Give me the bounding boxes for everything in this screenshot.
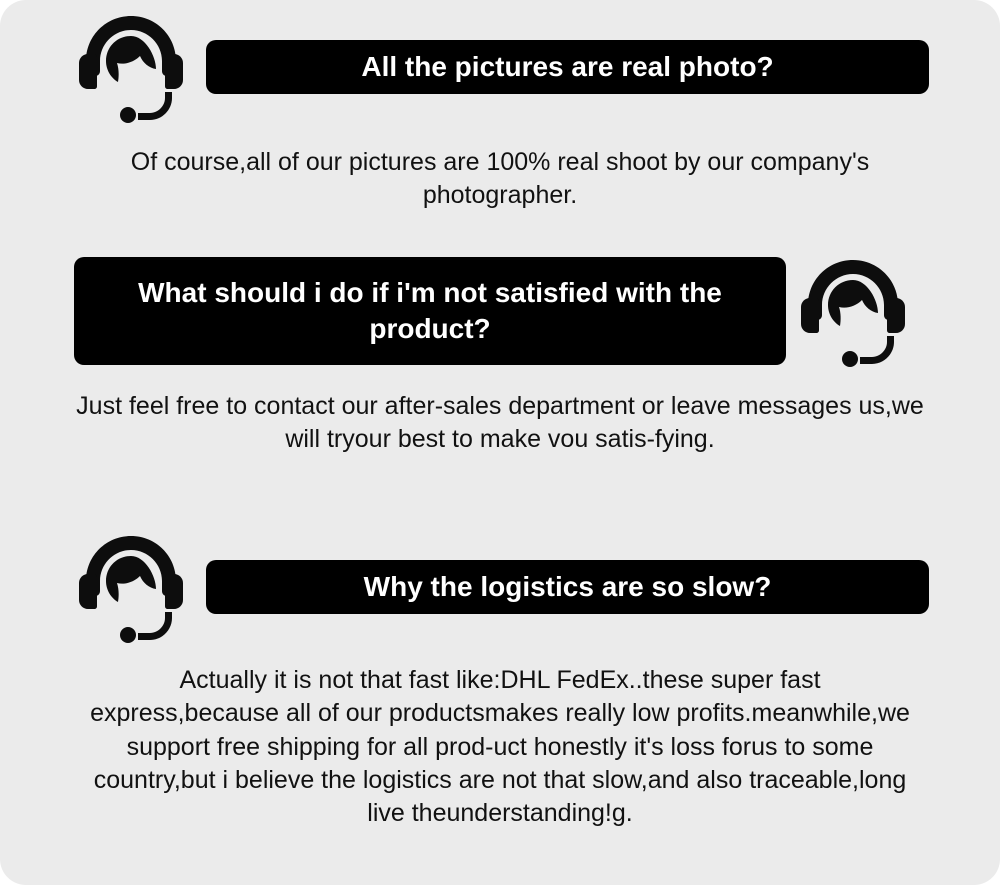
headset-agent-icon xyxy=(794,252,912,370)
faq-question-1: All the pictures are real photo? xyxy=(206,40,929,94)
headset-agent-icon xyxy=(72,8,190,126)
headset-agent-icon xyxy=(72,528,190,646)
faq-item-2 xyxy=(0,252,1000,457)
faq-question-row-2 xyxy=(0,252,1000,370)
faq-item-3 xyxy=(0,528,1000,830)
faq-question-row-1 xyxy=(0,8,1000,126)
faq-item-1 xyxy=(0,8,1000,213)
faq-question-2: What should i do if i'm not satisfied with the product? xyxy=(74,257,786,365)
faq-question-3: Why the logistics are so slow? xyxy=(206,560,929,614)
faq-answer-1: Of course,all of our pictures are 100% real shoot by our company's photographer. xyxy=(130,148,870,210)
faq-answer-2: Just feel free to contact our after-sales department or leave messages us,we will tryour best to make vou satis-fying. xyxy=(76,392,924,454)
faq-question-row-3 xyxy=(0,528,1000,646)
faq-answer-3: Actually it is not that fast like:DHL FedEx..these super fast express,because all of our productsmakes really low profits.meanwhile,we support free shipping for all prod-uct honestly it's loss forus to some country,but i believe the logistics are not that slow,and also traceable,long live theunderstanding!g. xyxy=(90,666,910,827)
